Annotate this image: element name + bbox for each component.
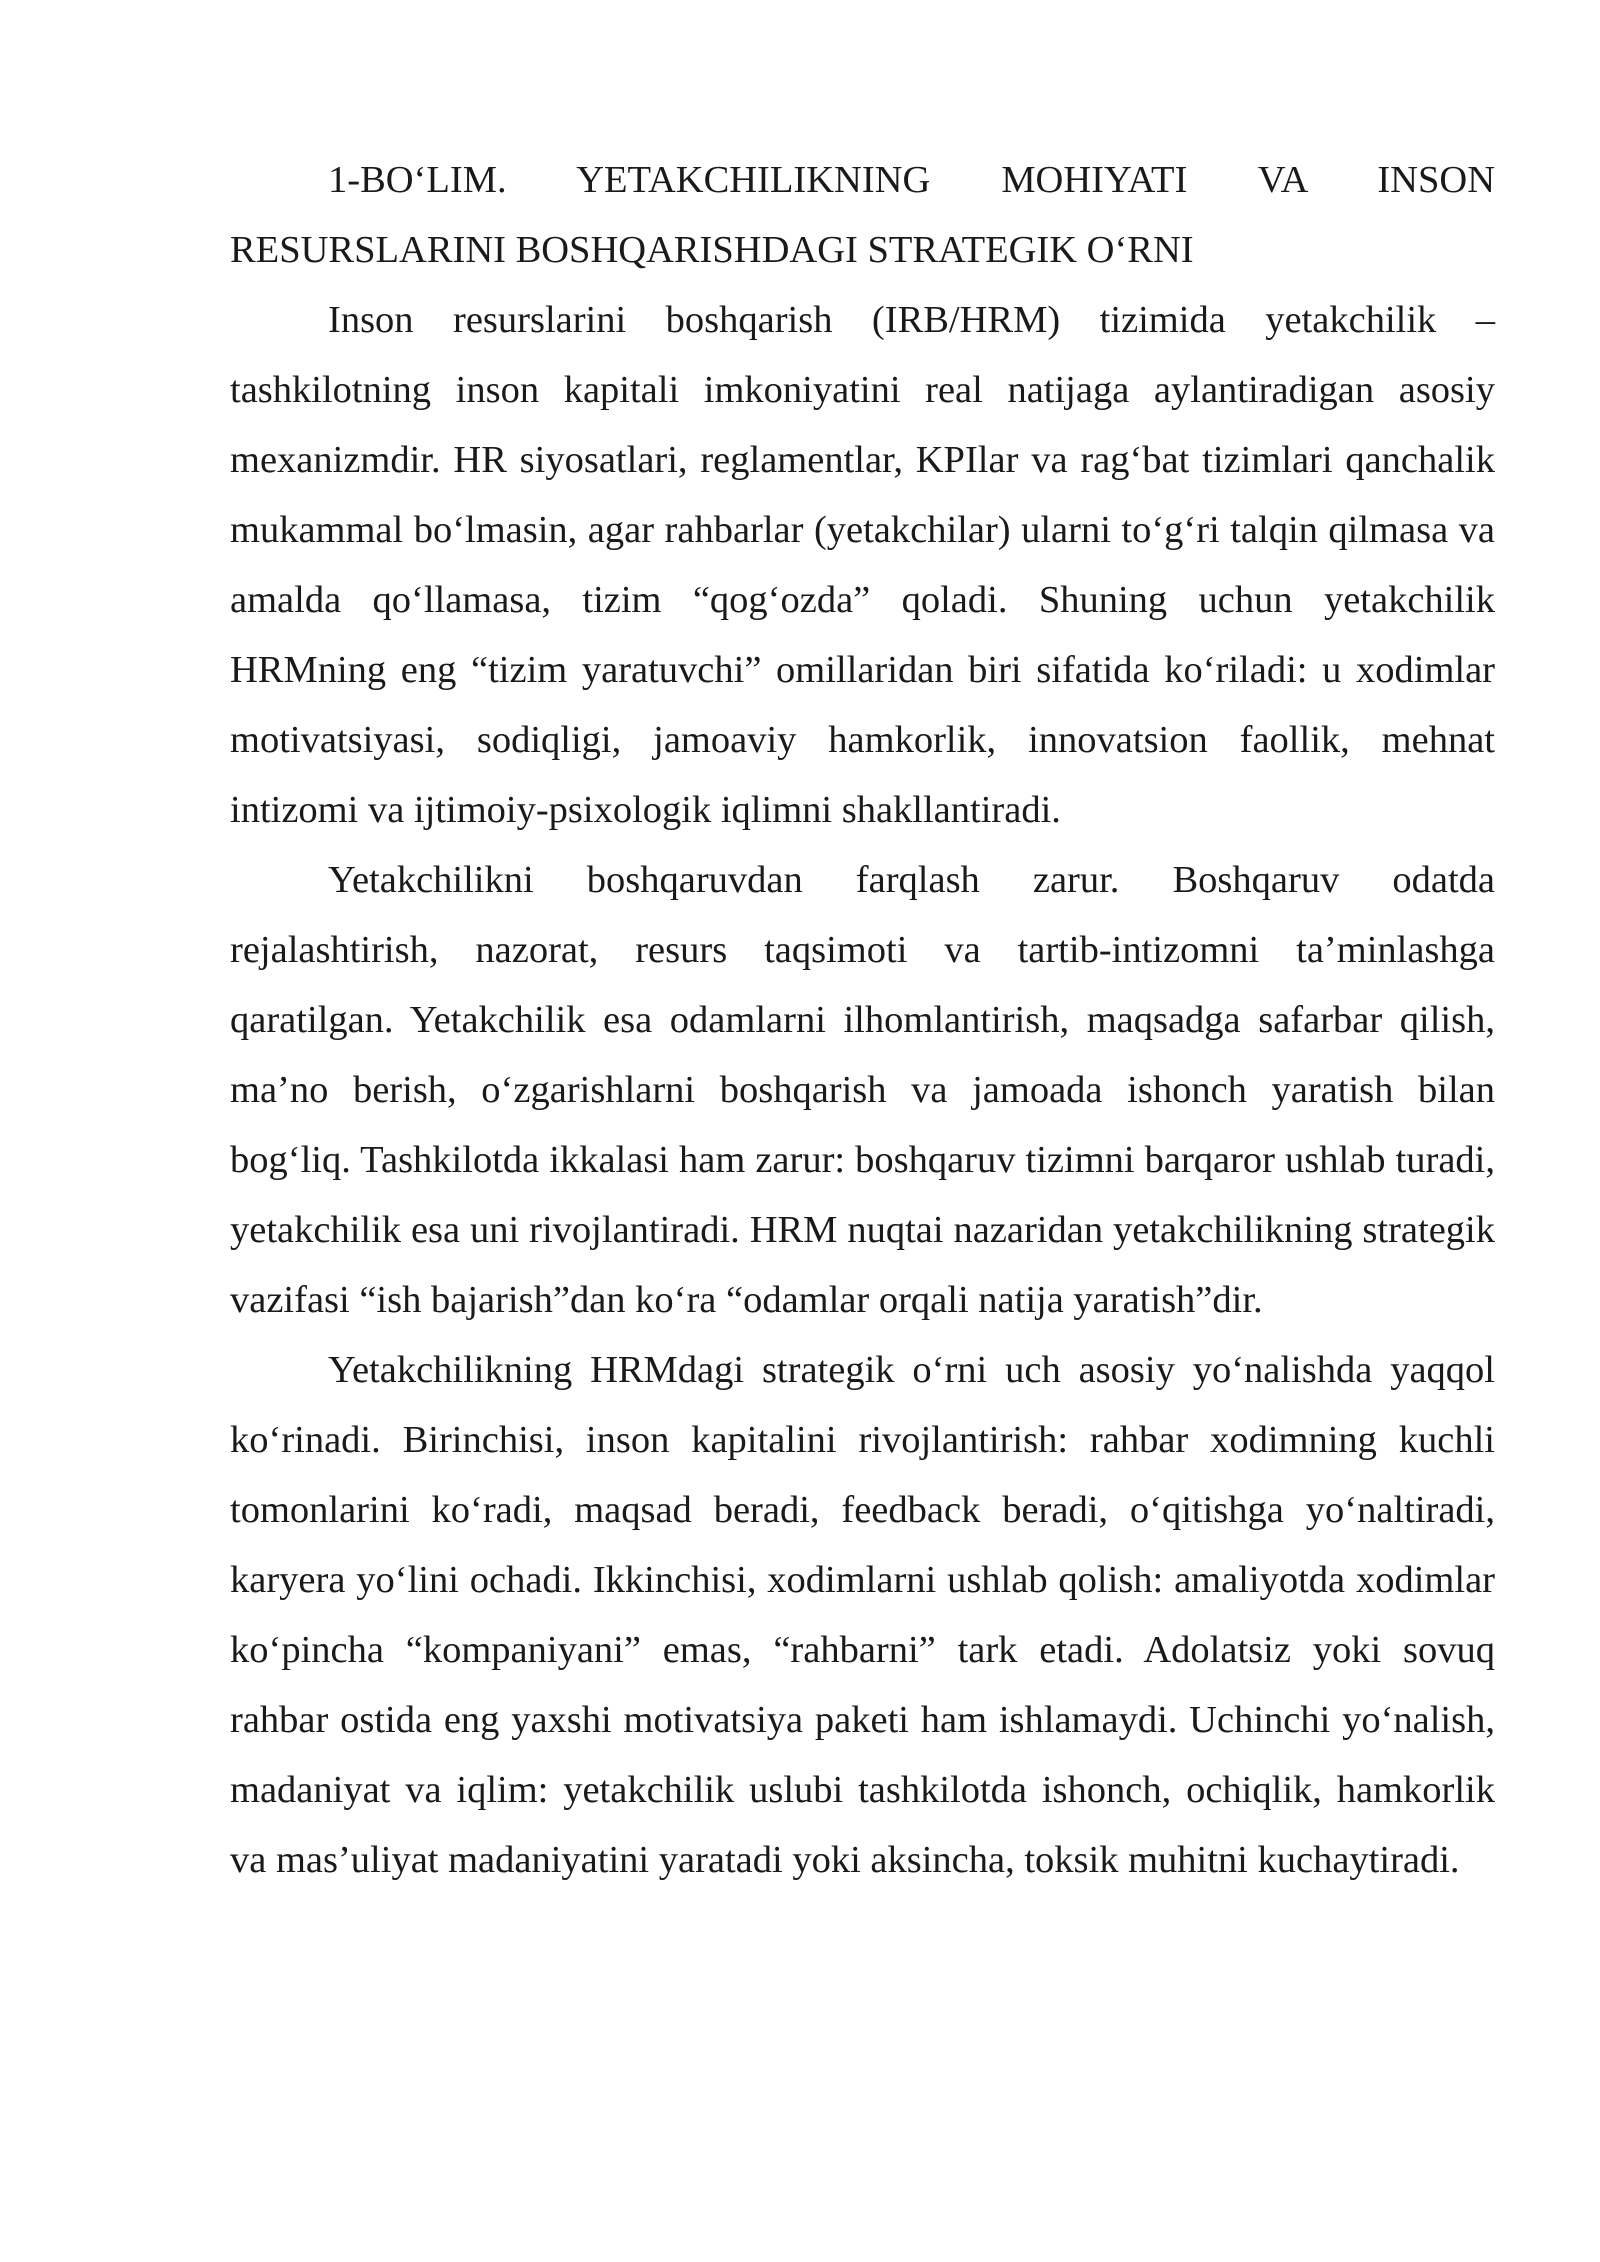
section-heading xyxy=(230,145,1495,285)
page-content xyxy=(230,145,1495,1895)
section-heading-line-2: RESURSLARINI BOSHQARISHDAGI STRATEGIK O‘RNI xyxy=(230,229,1194,271)
section-heading-line-1: 1-BO‘LIM. YETAKCHILIKNING MOHIYATI VA INSON xyxy=(328,159,1495,201)
paragraph-leadership-vs-management: Yetakchilikni boshqaruvdan farqlash zarur. Boshqaruv odatda rejalashtirish, nazorat, resurs taqsimoti va tartib-intizomni ta’minlashga qaratilgan. Yetakchilik esa odamlarni ilhomlantirish, maqsadga safarbar qilish, ma’no berish, o‘zgarishlarni boshqarish va jamoada ishonch yaratish bilan bog‘liq. Tashkilotda ikkalasi ham zarur: boshqaruv tizimni barqaror ushlab turadi, yetakchilik esa uni rivojlantiradi. HRM nuqtai nazaridan yetakchilikning strategik vazifasi “ish bajarish”dan ko‘ra “odamlar orqali natija yaratish”dir. xyxy=(230,859,1495,1321)
paragraph-hrm-leadership: Inson resurslarini boshqarish (IRB/HRM) tizimida yetakchilik – tashkilotning inson kapitali imkoniyatini real natijaga aylantiradigan asosiy mexanizmdir. HR siyosatlari, reglamentlar, KPIlar va rag‘bat tizimlari qanchalik mukammal bo‘lmasin, agar rahbarlar (yetakchilar) ularni to‘g‘ri talqin qilmasa va amalda qo‘llamasa, tizim “qog‘ozda” qoladi. Shuning uchun yetakchilik HRMning eng “tizim yaratuvchi” omillaridan biri sifatida ko‘riladi: u xodimlar motivatsiyasi, sodiqligi, jamoaviy hamkorlik, innovatsion faollik, mehnat intizomi va ijtimoiy-psixologik iqlimni shakllantiradi. xyxy=(230,299,1495,831)
paragraph-strategic-role: Yetakchilikning HRMdagi strategik o‘rni uch asosiy yo‘nalishda yaqqol ko‘rinadi. Birinchisi, inson kapitalini rivojlantirish: rahbar xodimning kuchli tomonlarini ko‘radi, maqsad beradi, feedback beradi, o‘qitishga yo‘naltiradi, karyera yo‘lini ochadi. Ikkinchisi, xodimlarni ushlab qolish: amaliyotda xodimlar ko‘pincha “kompaniyani” emas, “rahbarni” tark etadi. Adolatsiz yoki sovuq rahbar ostida eng yaxshi motivatsiya paketi ham ishlamaydi. Uchinchi yo‘nalish, madaniyat va iqlim: yetakchilik uslubi tashkilotda ishonch, ochiqlik, hamkorlik va mas’uliyat madaniyatini yaratadi yoki aksincha, toksik muhitni kuchaytiradi. xyxy=(230,1349,1495,1881)
